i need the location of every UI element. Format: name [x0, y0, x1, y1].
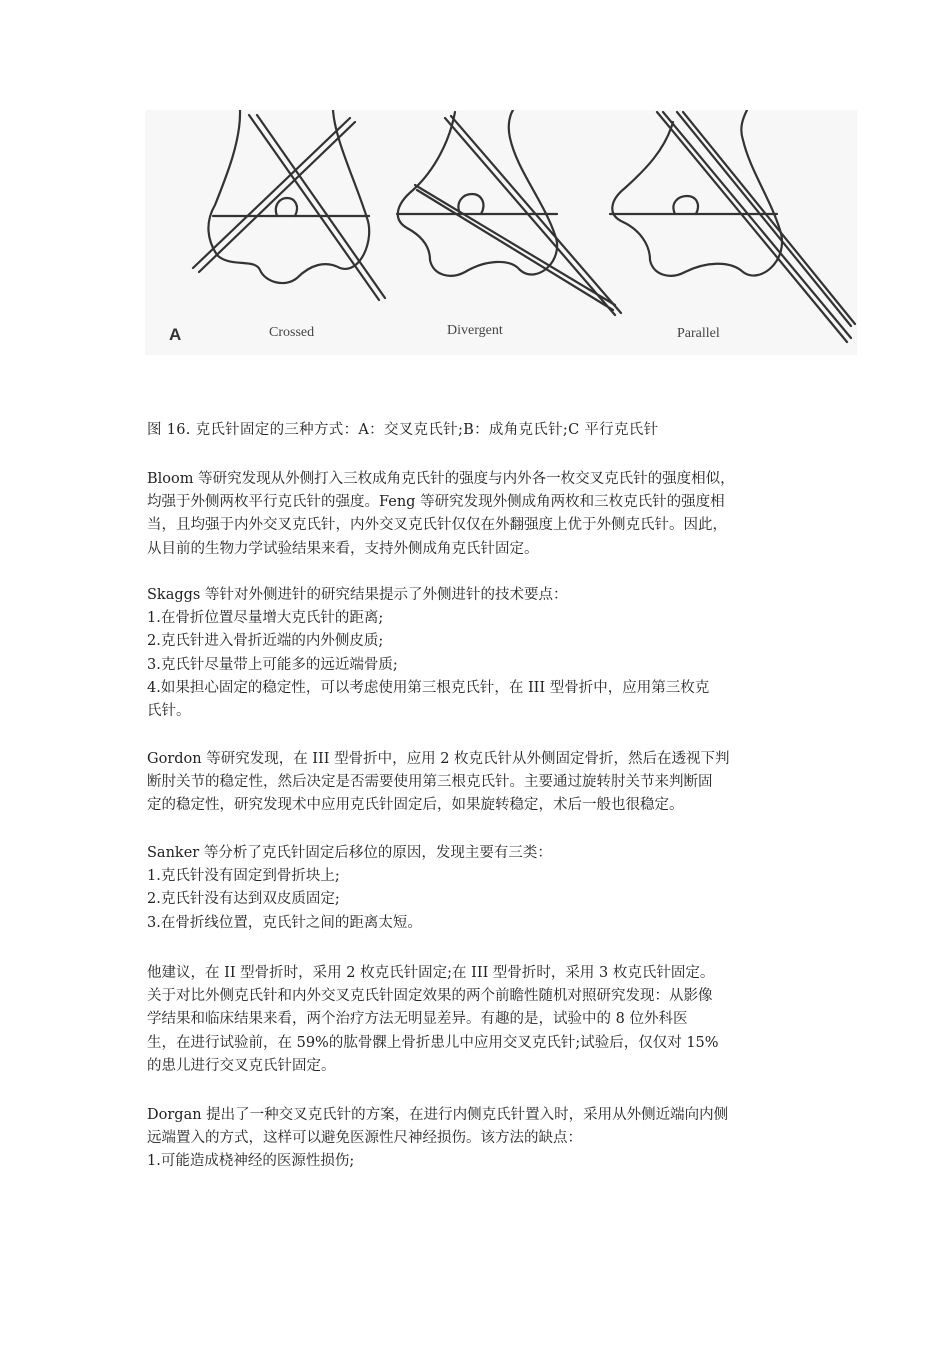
list-item: 4.如果担心固定的稳定性，可以考虑使用第三根克氏针，在 III 型骨折中，应用第三枚克 — [147, 679, 710, 696]
figure-label-divergent: Divergent — [447, 323, 503, 338]
paragraph-gordon — [147, 748, 817, 818]
figure-illustration — [145, 110, 857, 355]
paragraph-dorgan — [147, 1104, 817, 1174]
list-item: 3.在骨折线位置，克氏针之间的距离太短。 — [147, 914, 422, 931]
text-line: 他建议，在 II 型骨折时，采用 2 枚克氏针固定;在 III 型骨折时，采用 3 枚克氏针固定。 — [147, 965, 715, 981]
text-line: 当，且均强于内外交叉克氏针，内外交叉克氏针仅仅在外翻强度上优于外侧克氏针。因此， — [147, 517, 727, 534]
text-line: 从目前的生物力学试验结果来看，支持外侧成角克氏针固定。 — [147, 540, 539, 557]
list-item: 3.克氏针尽量带上可能多的远近端骨质; — [147, 656, 398, 673]
list-item: 2.克氏针进入骨折近端的内外侧皮质; — [147, 633, 384, 650]
figure-panel-letter: A — [169, 325, 182, 344]
kirschner-wire-figure — [145, 110, 857, 355]
paragraph-skaggs — [147, 584, 817, 723]
text-line: 氏针。 — [147, 703, 191, 720]
text-line: 均强于外侧两枚平行克氏针的强度。Feng 等研究发现外侧成角两枚和三枚克氏针的强度相 — [147, 494, 725, 511]
figure-label-parallel: Parallel — [677, 326, 720, 341]
text-line: 学结果和临床结果来看，两个治疗方法无明显差异。有趣的是，试验中的 8 位外科医 — [147, 1011, 688, 1028]
text-line: Gordon 等研究发现，在 III 型骨折中，应用 2 枚克氏针从外侧固定骨折，然后在透视下判 — [147, 751, 730, 767]
text-line: Dorgan 提出了一种交叉克氏针的方案，在进行内侧克氏针置入时，采用从外侧近端向内侧 — [147, 1107, 729, 1123]
text-line: 生，在进行试验前，在 59%的肱骨髁上骨折患儿中应用交叉克氏针;试验后，仅仅对 15% — [147, 1034, 719, 1051]
text-line: Bloom 等研究发现从外侧打入三枚成角克氏针的强度与内外各一枚交叉克氏针的强度相似， — [147, 471, 735, 487]
list-item: 1.在骨折位置尽量增大克氏针的距离; — [147, 610, 384, 627]
figure-caption: 图 16. 克氏针固定的三种方式：A：交叉克氏针;B：成角克氏针;C 平行克氏针 — [147, 422, 659, 438]
text-line: 断肘关节的稳定性，然后决定是否需要使用第三根克氏针。主要通过旋转肘关节来判断固 — [147, 774, 713, 791]
text-line: Sanker 等分析了克氏针固定后移位的原因，发现主要有三类： — [147, 845, 552, 861]
figure-label-crossed: Crossed — [269, 325, 315, 340]
text-line: 关于对比外侧克氏针和内外交叉克氏针固定效果的两个前瞻性随机对照研究发现：从影像 — [147, 988, 713, 1005]
text-line: 的患儿进行交叉克氏针固定。 — [147, 1057, 336, 1074]
list-item: 1.可能造成桡神经的医源性损伤; — [147, 1153, 355, 1170]
paragraph-sanker — [147, 842, 817, 935]
text-line: 定的稳定性，研究发现术中应用克氏针固定后，如果旋转稳定，术后一般也很稳定。 — [147, 797, 684, 814]
text-line: Skaggs 等针对外侧进针的研究结果提示了外侧进针的技术要点： — [147, 587, 568, 603]
paragraph-biomechanics — [147, 468, 817, 561]
list-item: 2.克氏针没有达到双皮质固定; — [147, 891, 340, 908]
list-item: 1.克氏针没有固定到骨折块上; — [147, 868, 340, 885]
paragraph-recommendation — [147, 962, 817, 1078]
text-line: 远端置入的方式，这样可以避免医源性尺神经损伤。该方法的缺点： — [147, 1130, 582, 1147]
